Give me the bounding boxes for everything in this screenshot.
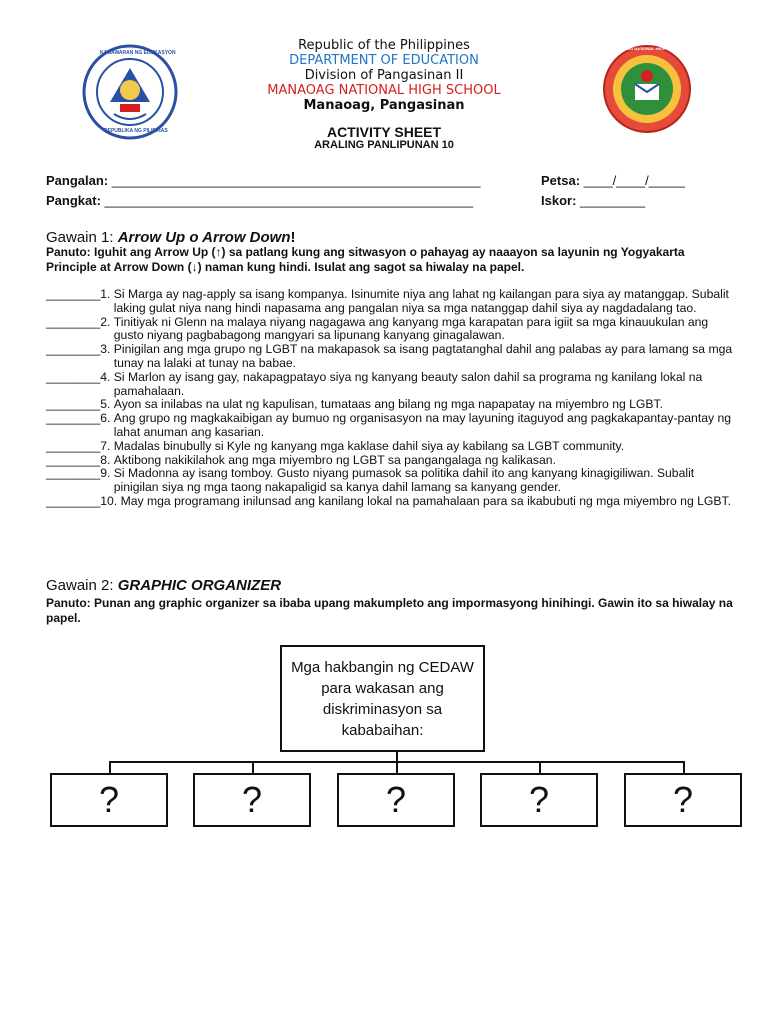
connector-drop <box>396 761 398 773</box>
school-name: MANAOAG NATIONAL HIGH SCHOOL <box>267 83 501 98</box>
deped-seal-text: KAGAWARAN NG EDUKASYON REPUBLIKA NG PILIPINAS <box>100 50 176 134</box>
school-location: Manaoag, Pangasinan <box>303 98 465 113</box>
section-field[interactable]: Pangkat: ___________________________________________________ <box>46 193 474 208</box>
list-item: ________10. May mga programang inilunsad ang kanilang lokal na pamahalaan para sa ikabubuti ng mga miyembro ng LGBT. <box>46 493 731 508</box>
list-item: ________6. Ang grupo ng magkakaibigan ay bumuo ng organisasyon na may layuning itaguyod ang pagkakapantay-pantay ng lahat anuman ang kasarian. <box>46 411 732 439</box>
organizer-answer-box[interactable]: ? <box>624 773 742 827</box>
school-seal <box>602 44 692 134</box>
list-item: ________1. Si Marga ay nag-apply sa isang kompanya. Isinumite niya ang lahat ng kailangan para siya ay matanggap. Subalit laking gulat niya nang hindi napasama ang pangalan niya sa mga natanggap dahil siya ay nagdadalang tao. <box>46 287 729 315</box>
connector-drop <box>539 761 541 773</box>
score-field[interactable]: Iskor: _________ <box>541 193 646 208</box>
letterhead <box>200 38 568 113</box>
date-field[interactable]: Petsa: ____/____/_____ <box>541 173 685 188</box>
list-item: ________9. Si Madonna ay isang tomboy. Gusto niyang pumasok sa politika dahil ito ang kanyang kinagigiliwan. Subalit pinigilan siya ng mga taong nakapaligid sa kanya dahil lamang sa kanyang gender. <box>46 466 695 495</box>
list-item: ________7. Madalas binubully si Kyle ng kanyang mga kaklase dahil siya ay kabilang sa LGBT community. <box>46 438 625 453</box>
organizer-answer-box[interactable]: ? <box>50 773 168 827</box>
gawain1-heading: Gawain 1: Arrow Up o Arrow Down! <box>46 229 296 246</box>
name-field[interactable]: Pangalan: ___________________________________________________ <box>46 173 481 188</box>
connector-drop <box>683 761 685 773</box>
deped-line: DEPARTMENT OF EDUCATION <box>289 53 479 68</box>
organizer-answer-box[interactable]: ? <box>193 773 311 827</box>
republic-line: Republic of the Philippines <box>298 38 470 53</box>
gawain1-items <box>46 288 736 509</box>
list-item: ________4. Si Marlon ay isang gay, nakapagpatayo siya ng kanyang beauty salon dahil sa programa ng kanilang lokal na pamahalaan. <box>46 369 703 398</box>
organizer-answer-box[interactable]: ? <box>480 773 598 827</box>
organizer-center-box: Mga hakbangin ng CEDAW para wakasan ang diskriminasyon sa kababaihan: <box>280 645 485 752</box>
connector-drop <box>109 761 111 773</box>
list-item: ________3. Pinigilan ang mga grupo ng LGBT na makapasok sa isang pagtatanghal dahil ang palabas ay para lamang sa mga tunay na lalaki at tunay na babae. <box>46 342 733 370</box>
organizer-answer-box[interactable]: ? <box>337 773 455 827</box>
list-item: ________8. Aktibong nakikilahok ang mga miyembro ng LGBT sa pangangalaga ng kalikasan. <box>46 452 556 467</box>
gawain1-instruction: Panuto: Iguhit ang Arrow Up (↑) sa patlang kung ang sitwasyon o pahayag ay naaayon sa layunin ng Yogyakarta Principle at Arrow Down (↓) naman kung hindi. Isulat ang sagot sa hiwalay na papel. <box>46 245 685 274</box>
list-item: ________5. Ayon sa inilabas na ulat ng kapulisan, tumataas ang bilang ng mga napapatay na miyembro ng LGBT. <box>46 397 664 412</box>
gawain2-instruction: Panuto: Punan ang graphic organizer sa ibaba upang makumpleto ang impormasyong hinihingi. Gawin ito sa hiwalay na papel. <box>46 596 733 625</box>
connector-drop <box>252 761 254 773</box>
gawain2-heading: Gawain 2: GRAPHIC ORGANIZER <box>46 577 282 594</box>
list-item: ________2. Tinitiyak ni Glenn na malaya niyang nagagawa ang kanyang mga karapatan para igiit sa mga kinauukulan ang gusto niyang pagbabagong mangyari sa lipunang kanyang ginagalawan. <box>46 314 709 343</box>
division-line: Division of Pangasinan II <box>304 68 464 83</box>
page-subtitle: ARALING PANLIPUNAN 10 <box>314 139 454 151</box>
page-title: ACTIVITY SHEET <box>326 124 442 140</box>
